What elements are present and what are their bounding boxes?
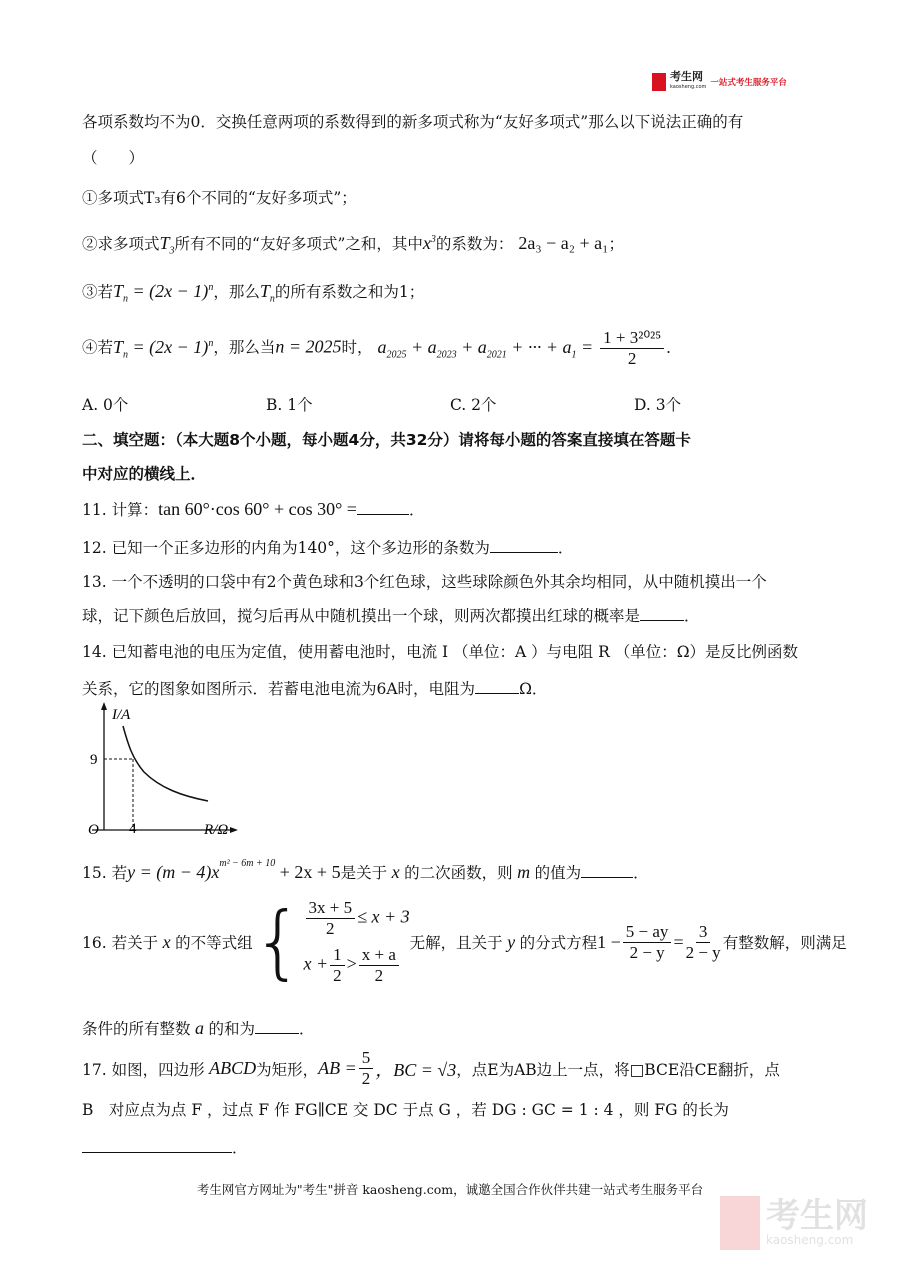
statement-1: ①多项式T₃有6个不同的“友好多项式”； — [82, 189, 357, 207]
q10-text: 各项系数均不为0．交换任意两项的系数得到的新多项式称为“友好多项式”那么以下说法正确的有 — [82, 113, 744, 131]
y-axis-arrow — [101, 702, 107, 710]
watermark: 考生网 kaosheng.com — [720, 1196, 868, 1250]
statement-4: ④若$T_n = (2x - 1)^n$，那么当n = 2025时， $a_{2025} + a_{2023} + a_{2021}$ + ··· + $a_1$ = $\frac{\text{1 + 3²⁰²⁵}}{2}$ ． — [82, 328, 682, 368]
section-heading-1: 二、填空题：（本大题8个小题，每小题4分，共32分）请将每小题的答案直接填在答题卡 — [82, 431, 691, 449]
option-a[interactable]: A. 0个 — [82, 396, 129, 414]
x-axis-arrow — [230, 827, 238, 833]
y-tick: 9 — [90, 752, 98, 768]
q16-line2: 条件的所有整数 a 的和为 ． — [82, 1018, 315, 1038]
x-tick: 4 — [129, 821, 137, 837]
option-d[interactable]: D. 3个 — [634, 396, 682, 414]
origin-label: O — [88, 822, 99, 838]
footer-text: 考生网官方网址为"考生"拼音 kaosheng.com，诚邀全国合作伙伴共建一站式考生服务平台 — [196, 1182, 704, 1197]
option-c[interactable]: C. 2个 — [450, 396, 497, 414]
answer-blank[interactable] — [640, 606, 684, 621]
q14-line1: 14. 已知蓄电池的电压为定值，使用蓄电池时，电流 I （单位：A ）与电阻 R （单位：Ω）是反比例函数 — [82, 643, 799, 661]
statement-3: ③若$T_n = (2x - 1)^n$，那么$T_n$的所有系数之和为1； — [82, 281, 425, 305]
option-b[interactable]: B. 1个 — [266, 396, 313, 414]
q13-line2: 球，记下颜色后放回，搅匀后再从中随机摸出一个球，则两次都摸出红球的概率是 ． — [82, 607, 700, 625]
slogan: 一站式考生服务平台 — [710, 78, 787, 88]
q12: 12. 已知一个正多边形的内角为140°，这个多边形的条数为 ． — [82, 539, 574, 557]
curve — [123, 726, 208, 801]
header-logo — [652, 72, 787, 92]
answer-blank[interactable] — [357, 500, 409, 515]
answer-blank[interactable] — [581, 863, 633, 878]
q16: 16. 若关于 x 的不等式组 { $\frac{3x + 5}{2}$ ≤ x + 3 x + $\frac{1}{2}$ > $\frac{x + a}{2}$ 无解，且关于 y 的分式方程 1 − $\frac{5 - ay}{2 - y}$ = $\frac{3}{2 - y}$ 有整数解，则满足 — [82, 895, 847, 988]
brand-name: 考生网 — [670, 70, 703, 83]
q15: 15. 若$y = (m - 4)x^{m^2 - 6m + 10} + 2x + 5$是关于 x 的二次函数，则 m 的值为 ． — [82, 858, 649, 882]
brace: { — [252, 895, 304, 988]
x-axis-label: R/Ω — [204, 822, 229, 838]
q11: 11. 计算：tan 60°·cos 60° + cos 30° = ． — [82, 499, 425, 519]
statement-2: ②求多项式$T_3$所有不同的“友好多项式”之和，其中$x^3$的系数为： 2a₃ − a₂ + a₁； — [82, 233, 624, 257]
answer-blank[interactable] — [82, 1138, 232, 1153]
section-heading-2: 中对应的横线上． — [82, 465, 207, 483]
brand-url: kaosheng.com — [670, 84, 707, 90]
watermark-logo-icon — [720, 1196, 760, 1250]
answer-blank[interactable] — [255, 1019, 299, 1034]
y-axis-label: I/A — [112, 707, 131, 723]
inverse-proportion-graph — [82, 700, 242, 840]
q14-line2: 关系，它的图象如图所示．若蓄电池电流为6A时，电阻为 Ω． — [82, 680, 548, 698]
q17-line2: B 对应点为点 F ，过点 F 作 FG∥CE 交 DC 于点 G ，若 DG : GC = 1 : 4 ，则 FG 的长为 — [82, 1101, 729, 1119]
logo-icon — [652, 73, 666, 91]
answer-blank[interactable] — [475, 679, 519, 694]
q17-line3: ． — [82, 1136, 248, 1158]
q17-line1: 17. 如图，四边形 ABCD 为矩形， AB = $\frac{5}{2}$ ，BC = √3 ，点E为AB边上一点，将□BCE沿CE翻折，点 — [82, 1048, 780, 1088]
q13-line1: 13. 一个不透明的口袋中有2个黄色球和3个红色球，这些球除颜色外其余均相同，从中随机摸出一个 — [82, 573, 767, 591]
q10-paren: （ ） — [82, 149, 145, 167]
answer-blank[interactable] — [490, 538, 558, 553]
